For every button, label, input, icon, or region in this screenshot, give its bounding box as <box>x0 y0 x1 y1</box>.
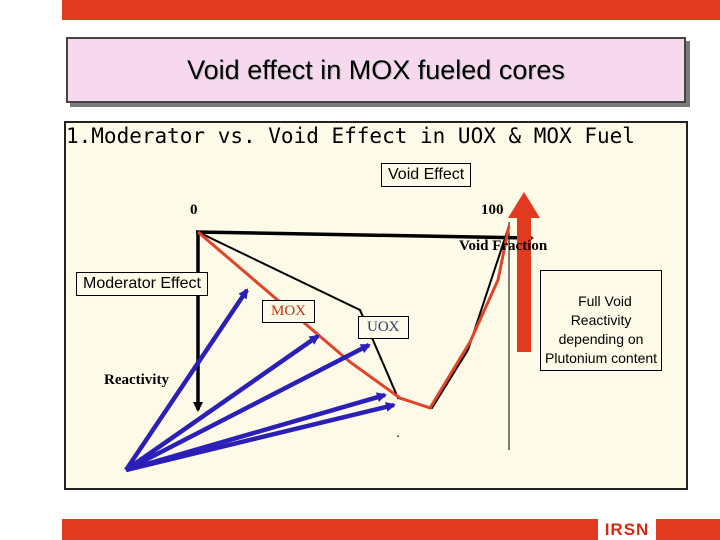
arrow-void-2 <box>126 395 385 470</box>
mox-label: MOX <box>262 300 315 323</box>
slide-title: Void effect in MOX fueled cores <box>187 54 565 85</box>
irsn-logo: IRSN <box>598 519 656 540</box>
arrow-uox <box>126 345 369 470</box>
uox-label: UOX <box>358 316 409 339</box>
moderator-effect-label: Moderator Effect <box>76 272 208 296</box>
dot-mark: . <box>396 424 400 440</box>
full-void-reactivity-arrow <box>508 192 540 352</box>
arrow-mox <box>126 336 318 470</box>
diagram-subtitle: 1.Moderator vs. Void Effect in UOX & MOX Fuel <box>66 124 635 148</box>
axis-zero-label: 0 <box>190 202 198 218</box>
full-void-reactivity-note: Full Void Reactivity depending on Plutonium content <box>540 270 662 371</box>
void-fraction-label: Void Fraction <box>459 238 548 254</box>
axis-hundred-label: 100 <box>481 202 504 218</box>
reactivity-label: Reactivity <box>104 372 169 388</box>
void-effect-label: Void Effect <box>381 163 471 187</box>
